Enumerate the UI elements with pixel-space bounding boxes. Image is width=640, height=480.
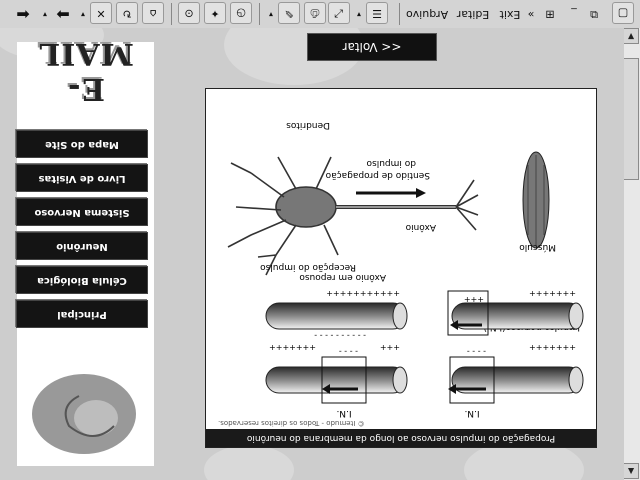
copyright-text: © Itemudo - Todos os direitos reservados. <box>218 419 365 427</box>
panel-title: Propagação do impulso nervoso ao longo da membrana do neurônio <box>206 429 596 447</box>
neuron-impulse-diagram <box>206 89 596 425</box>
diagram-panel <box>205 88 597 448</box>
browser-toolbar <box>0 0 640 28</box>
search-icon[interactable]: ⊙ <box>178 2 200 24</box>
dropdown-arrow-icon[interactable]: ▾ <box>357 10 362 19</box>
menu-edit[interactable]: Editar <box>456 8 490 21</box>
charge-minus-top-left: - - - - <box>466 347 486 356</box>
nav-button-livro[interactable]: Livro de Visitas <box>16 164 148 192</box>
charge-plus-top-right: +++ <box>379 343 400 352</box>
label-in-right: I.N. <box>336 408 352 418</box>
axon-cylinder-top-right <box>266 343 407 418</box>
edit-page-icon[interactable]: ✎ <box>278 2 300 24</box>
nav-button-celula[interactable]: Célula Biológica <box>16 266 148 294</box>
document-icon[interactable]: ☰ <box>366 2 388 24</box>
charge-minus-resting: - - - - - - - - - - <box>314 331 366 340</box>
print-icon[interactable]: ⎙ <box>304 2 326 24</box>
nav-button-principal[interactable]: Principal <box>16 300 148 328</box>
axon-cylinder-bottom-left <box>448 289 583 335</box>
web-page <box>0 28 624 480</box>
axon-cylinder-top-left <box>448 322 583 418</box>
menu-exit[interactable]: Exit <box>499 8 521 21</box>
label-in-left: I.N. <box>464 408 480 418</box>
windows-logo-icon[interactable]: ⊞ <box>545 8 555 21</box>
decorative-ear-image <box>17 366 154 466</box>
label-axon: Axônio <box>405 222 436 232</box>
minimize-icon[interactable]: _ <box>571 8 577 21</box>
label-reception: Recepção do impulso <box>260 262 356 272</box>
nav-button-mapa[interactable]: Mapa do Site <box>16 130 148 158</box>
toolbar-chevron[interactable]: » <box>527 8 535 21</box>
charge-plus-top-left: +++++++ <box>529 343 576 352</box>
dropdown-arrow-icon-2[interactable]: ▾ <box>269 10 274 19</box>
window-icon[interactable]: ▢ <box>612 2 634 24</box>
scroll-thumb[interactable] <box>623 58 639 180</box>
site-navigation <box>17 36 154 466</box>
label-axon-rest: Axônio em repouso <box>299 272 386 282</box>
back-arrow-icon[interactable]: ⬅ <box>16 5 30 24</box>
charge-plus-bottom-left-box: +++ <box>463 295 484 304</box>
axon-cylinder-bottom-right <box>266 272 407 340</box>
forward-dropdown-icon[interactable]: ▾ <box>81 10 86 19</box>
charge-plus-top-right-end: +++++++ <box>269 343 316 352</box>
scroll-up-arrow-icon[interactable]: ▲ <box>623 463 639 479</box>
label-direction-2: do impulso <box>366 158 416 168</box>
muscle-illustration <box>519 152 556 252</box>
favorites-icon[interactable]: ✦ <box>204 2 226 24</box>
label-direction-1: Sentido de propagação <box>325 170 430 180</box>
scroll-down-arrow-icon[interactable]: ▼ <box>623 28 639 44</box>
charge-minus-top-right: - - - - <box>338 347 358 356</box>
email-logo-link[interactable]: E-MAIL <box>38 36 134 106</box>
home-icon[interactable]: ⌂ <box>142 2 164 24</box>
stop-icon[interactable]: ✕ <box>90 2 112 24</box>
charge-plus-resting: +++++++++++ <box>326 289 400 298</box>
forward-arrow-icon[interactable]: ➡ <box>56 5 70 24</box>
vertical-scrollbar[interactable] <box>623 28 640 480</box>
nav-button-neuronio[interactable]: Neurônio <box>16 232 148 260</box>
charge-plus-bottom-left: +++++++ <box>529 289 576 298</box>
menu-file[interactable]: Arquivo <box>405 8 449 21</box>
back-button[interactable]: << Voltar <box>307 33 437 61</box>
nav-button-sistema[interactable]: Sistema Nervoso <box>16 198 148 226</box>
label-dendrites: Dendritos <box>286 120 330 130</box>
label-muscle: Músculo <box>519 242 556 252</box>
history-icon[interactable]: ◷ <box>230 2 252 24</box>
restore-icon[interactable]: ⧉ <box>590 8 598 21</box>
back-dropdown-icon[interactable]: ▾ <box>43 10 48 19</box>
refresh-icon[interactable]: ↻ <box>116 2 138 24</box>
fullscreen-icon[interactable]: ⤢ <box>328 2 350 24</box>
